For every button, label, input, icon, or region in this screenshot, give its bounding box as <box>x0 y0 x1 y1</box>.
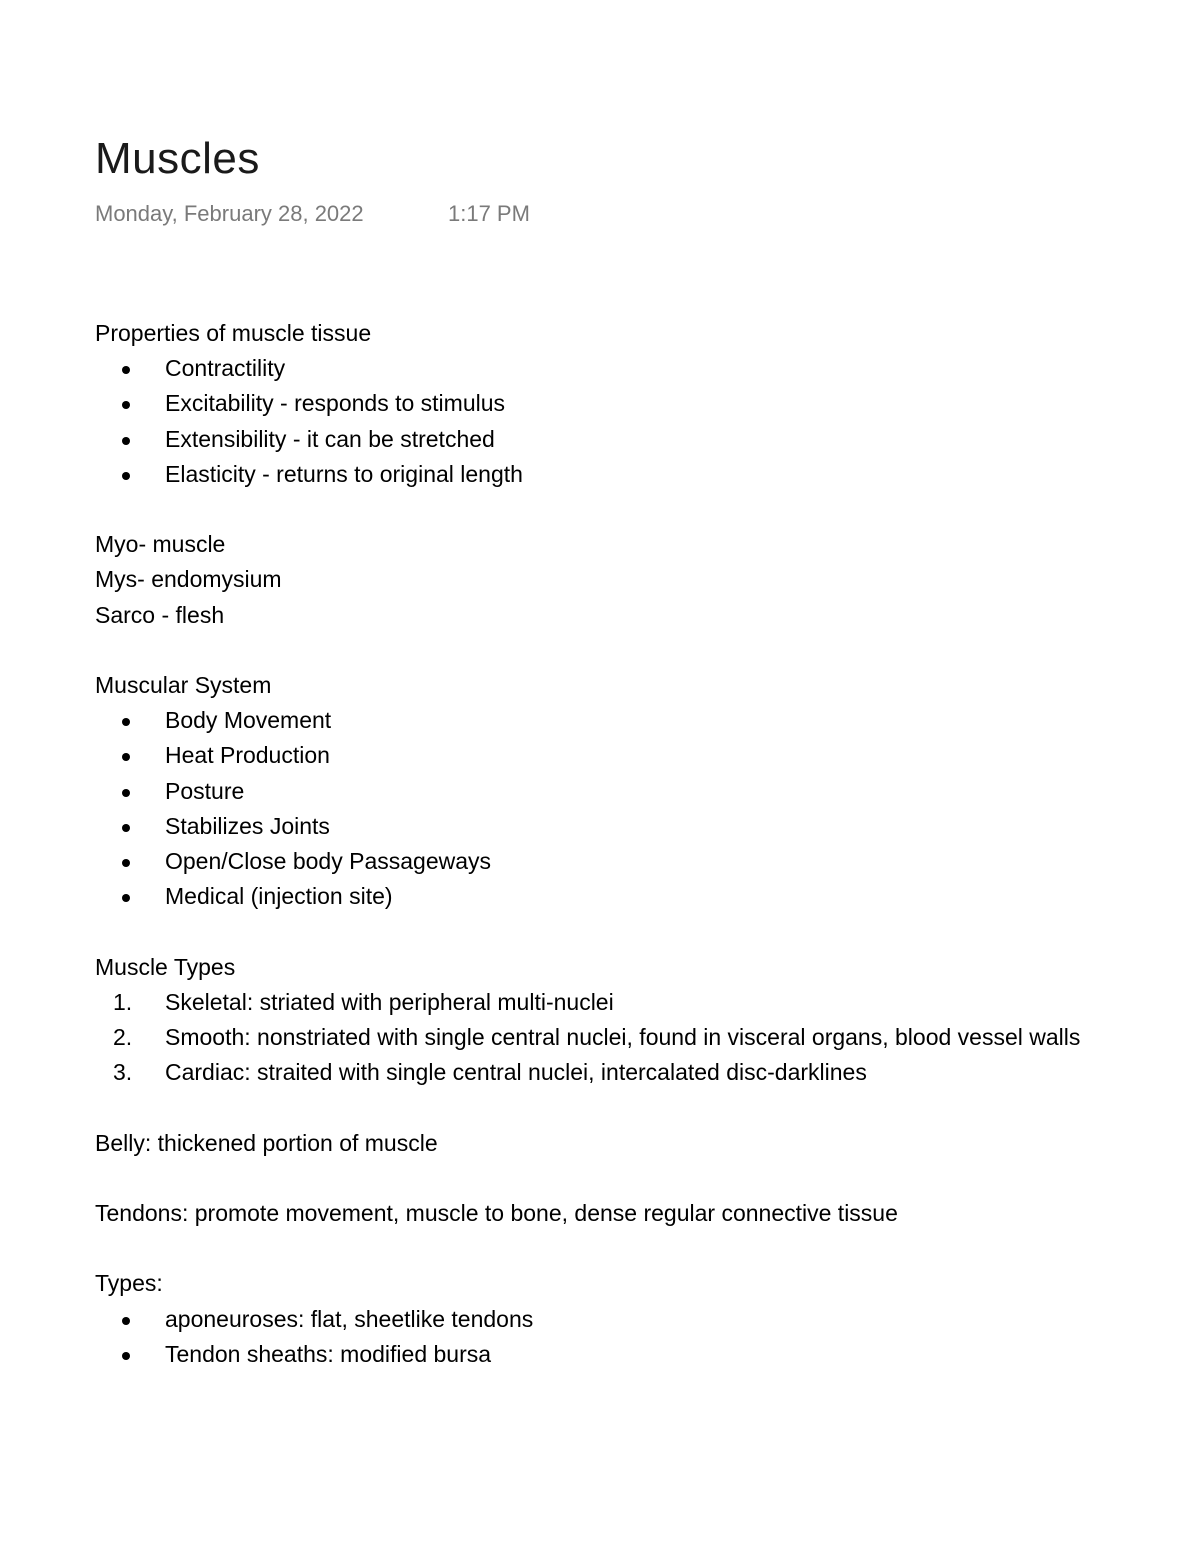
list-item: Body Movement <box>95 703 1095 738</box>
belly-definition: Belly: thickened portion of muscle <box>95 1129 438 1156</box>
list-item: aponeuroses: flat, sheetlike tendons <box>95 1302 1095 1337</box>
note-timestamp <box>95 199 530 229</box>
bullet-icon <box>122 824 130 832</box>
bullet-icon <box>122 894 130 902</box>
bullet-icon <box>122 789 130 797</box>
list-item: Excitability - responds to stimulus <box>95 386 1095 421</box>
list-item: Contractility <box>95 351 1095 386</box>
list-item: 3. Cardiac: straited with single central nuclei, intercalated disc-darklines <box>95 1055 1095 1090</box>
bullet-icon <box>122 472 130 480</box>
list-number: 2. <box>113 1024 133 1051</box>
properties-list <box>95 351 1095 492</box>
bullet-icon <box>122 401 130 409</box>
list-item: Open/Close body Passageways <box>95 844 1095 879</box>
note-time: 1:17 PM <box>448 201 530 226</box>
note-date: Monday, February 28, 2022 <box>95 201 364 226</box>
list-item: Medical (injection site) <box>95 879 1095 914</box>
note-body <box>95 316 1095 1372</box>
list-item: 2. Smooth: nonstriated with single central nuclei, found in visceral organs, blood vessel walls <box>95 1020 1095 1055</box>
list-item: Heat Production <box>95 738 1095 773</box>
bullet-icon <box>122 753 130 761</box>
properties-heading: Properties of muscle tissue <box>95 320 372 346</box>
list-item: Posture <box>95 774 1095 809</box>
bullet-icon <box>122 718 130 726</box>
bullet-icon <box>122 1352 130 1360</box>
root-mys: Mys- endomysium <box>95 566 282 593</box>
bullet-icon <box>122 859 130 867</box>
muscular-system-list <box>95 703 1095 914</box>
root-sarco: Sarco - flesh <box>95 601 225 628</box>
list-item: 1. Skeletal: striated with peripheral multi-nuclei <box>95 985 1095 1020</box>
muscular-system-heading: Muscular System <box>95 672 272 698</box>
muscle-types-list <box>95 985 1095 1091</box>
tendon-types-list <box>95 1302 1095 1372</box>
list-number: 1. <box>113 988 133 1015</box>
bullet-icon <box>122 437 130 445</box>
list-item: Extensibility - it can be stretched <box>95 422 1095 457</box>
list-item: Stabilizes Joints <box>95 809 1095 844</box>
list-number: 3. <box>113 1059 133 1086</box>
list-item: Elasticity - returns to original length <box>95 457 1095 492</box>
tendon-types-heading: Types: <box>95 1270 163 1297</box>
page-title: Muscles <box>95 134 260 183</box>
muscle-types-heading: Muscle Types <box>95 953 236 980</box>
root-myo: Myo- muscle <box>95 531 226 558</box>
bullet-icon <box>122 1317 130 1325</box>
tendons-definition: Tendons: promote movement, muscle to bone, dense regular connective tissue <box>95 1200 898 1226</box>
list-item: Tendon sheaths: modified bursa <box>95 1337 1095 1372</box>
bullet-icon <box>122 366 130 374</box>
